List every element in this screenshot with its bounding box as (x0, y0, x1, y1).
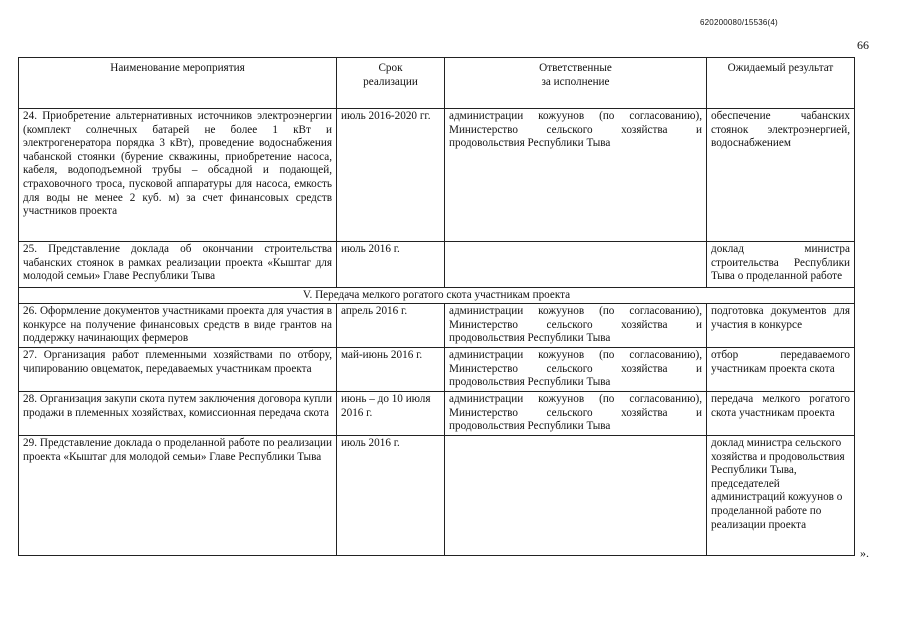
row-27-responsible: администрации кожуунов (по согласованию), Министерство сельского хозяйства и продовольствия Республики Тыва (445, 348, 707, 392)
header-responsible-line1: Ответственные (539, 62, 612, 74)
table-row (19, 348, 855, 392)
row-24-responsible: администрации кожуунов (по согласованию), Министерство сельского хозяйства и продовольствия Республики Тыва (445, 109, 707, 242)
header-deadline-line2: реализации (363, 75, 418, 88)
row-25-responsible (445, 242, 707, 288)
header-responsible-line2: за исполнение (541, 75, 610, 88)
row-27-activity: 27. Организация работ племенными хозяйствами по отбору, чипированию овцематок, передаваемых участникам проекта (19, 348, 337, 392)
page-number: 66 (857, 38, 869, 52)
document-id: 620200080/15536(4) (700, 18, 778, 27)
row-29-responsible (445, 436, 707, 556)
row-26-result: подготовка документов для участия в конкурсе (707, 304, 855, 348)
header-result (707, 58, 855, 109)
row-24-activity: 24. Приобретение альтернативных источников электроэнергии (комплект солнечных батарей не более 1 кВт и электрогенератора порядка 3 кВт), проведение водоснабжения чабанской стоянки (бурение скважины, приобретение насоса, кабеля, водоподъемной трубы – обсадной и подающей, страховочного троса, пусковой аппаратуры для насоса, емкость для воды не менее 2 куб. м) за счет финансовых средств участников проекта (19, 109, 337, 242)
row-25-result: доклад министра строительства Республики Тыва о проделанной работе (707, 242, 855, 288)
row-26-responsible: администрации кожуунов (по согласованию), Министерство сельского хозяйства и продовольствия Республики Тыва (445, 304, 707, 348)
row-24-result: обеспечение чабанских стоянок электроэнергией, водоснабжением (707, 109, 855, 242)
row-26-activity: 26. Оформление документов участниками проекта для участия в конкурсе на получение финансовых средств в виде грантов на поддержку начинающих фермеров (19, 304, 337, 348)
section-row (19, 288, 855, 304)
row-28-activity: 28. Организация закупи скота путем заключения договора купли продажи в племенных хозяйствах, комиссионная передача скота (19, 392, 337, 436)
row-25-activity: 25. Представление доклада об окончании строительства чабанских стоянок в рамках реализации проекта «Кыштаг для молодой семьи» Главе Республики Тыва (19, 242, 337, 288)
closing-quote-mark: ». (860, 546, 869, 560)
header-activity (19, 58, 337, 109)
table-row (19, 304, 855, 348)
row-27-result: отбор передаваемого участникам проекта скота (707, 348, 855, 392)
row-29-deadline: июль 2016 г. (337, 436, 445, 556)
row-28-responsible: администрации кожуунов (по согласованию), Министерство сельского хозяйства и продовольствия Республики Тыва (445, 392, 707, 436)
row-28-deadline: июнь – до 10 июля 2016 г. (337, 392, 445, 436)
row-26-deadline: апрель 2016 г. (337, 304, 445, 348)
row-29-result: доклад министра сельского хозяйства и продовольствия Республики Тыва, председателей администраций кожуунов о проделанной работе по реализации проекта (707, 436, 855, 556)
table-row (19, 242, 855, 288)
measures-table (18, 57, 855, 556)
row-24-deadline: июль 2016-2020 гг. (337, 109, 445, 242)
row-25-deadline: июль 2016 г. (337, 242, 445, 288)
header-result-label: Ожидаемый результат (727, 62, 834, 74)
table-header-row (19, 58, 855, 109)
row-29-activity: 29. Представление доклада о проделанной работе по реализации проекта «Кыштаг для молодой семьи» Главе Республики Тыва (19, 436, 337, 556)
row-28-result: передача мелкого рогатого скота участникам проекта (707, 392, 855, 436)
header-deadline (337, 58, 445, 109)
section-title: V. Передача мелкого рогатого скота участникам проекта (19, 288, 855, 304)
table-row (19, 436, 855, 556)
table-row (19, 392, 855, 436)
header-activity-label: Наименование мероприятия (110, 62, 245, 74)
header-deadline-line1: Срок (378, 62, 403, 74)
table-row (19, 109, 855, 242)
row-27-deadline: май-июнь 2016 г. (337, 348, 445, 392)
header-responsible (445, 58, 707, 109)
